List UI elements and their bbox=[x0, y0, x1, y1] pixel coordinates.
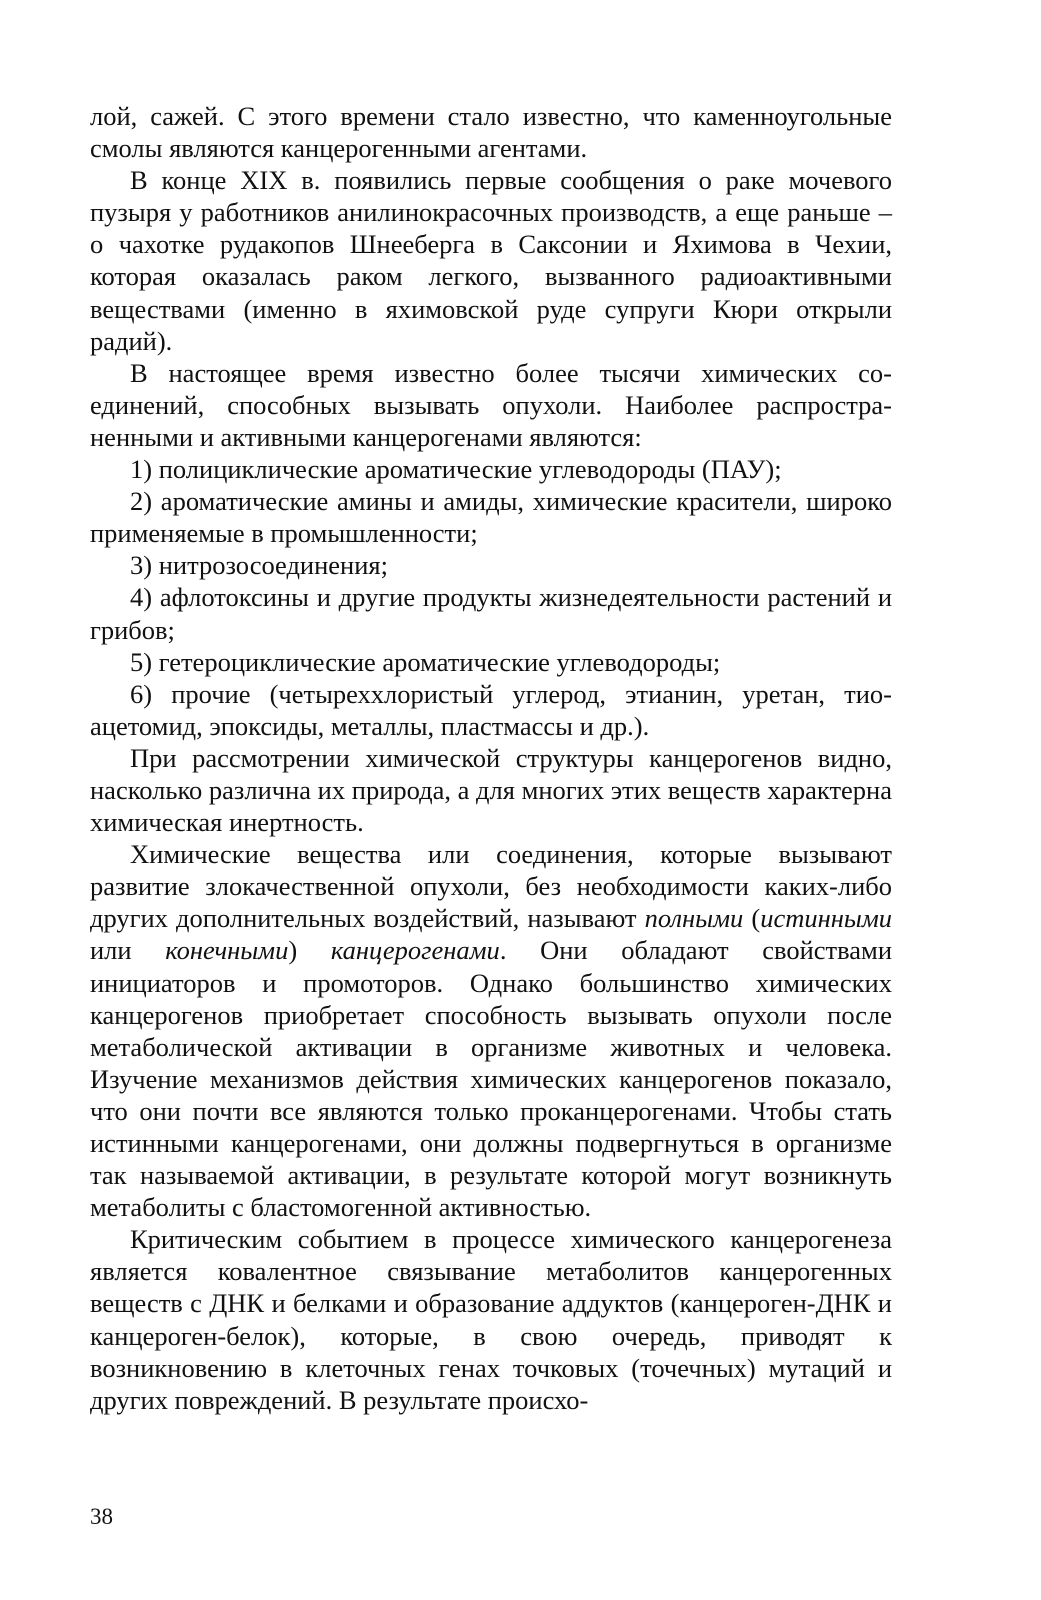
paragraph-history: В конце XIX в. появились первые сообщения о раке мочевого пузыря у работников анилинокрасочных производств, а еще раньше – о чахотке рудакопов Шнееберга в Саксонии и Яхимова в Чехии, которая оказалась раком легкого, вызванного радиоактивными веществами (именно в яхимовской руде супруги Кюри открыли радий). bbox=[90, 165, 892, 356]
list-item-4: 4) афлотоксины и другие продукты жизнедеятельности растений и грибов; bbox=[90, 582, 892, 645]
list-item-3: 3) нитрозосоединения; bbox=[130, 550, 388, 581]
paragraph-continuation: лой, сажей. С этого времени стало известно, что каменноугольные смолы являются канцерогенными агентами. bbox=[90, 101, 892, 164]
term-final: конечными bbox=[165, 935, 289, 966]
definitions-text-after: . Они обладают свойствами инициаторов и промоторов. Однако большинство химических канцерогенов приобретает способность вызывать опухоли после метаболической активации в организме животных и человека. Изучение механизмов действия химических канцерогенов показало, что они почти все являются только проканцерогенами. Чтобы стать истинными канцерогенами, они должны подвергнуться в организме так называемой активации, в результате которой могут возникнуть метаболиты с бластомогенной активностью. bbox=[90, 935, 893, 1223]
list-item-1: 1) полициклические ароматические углеводороды (ПАУ); bbox=[130, 454, 782, 485]
definitions-punct-3: ) bbox=[288, 935, 331, 966]
term-true: истинными bbox=[760, 903, 892, 934]
definitions-punct-2: или bbox=[90, 935, 166, 966]
paragraph-definitions bbox=[90, 838, 892, 1223]
definitions-text-before: Химические вещества или соединения, которые вызывают развитие злокачественной опухоли, без необходимости каких-либо других дополнительных воздействий, называют bbox=[90, 839, 892, 934]
paragraph-critical-event: Критическим событием в процессе химического канцерогенеза является ковалентное связывание метаболитов канцерогенных веществ с ДНК и белками и образование аддуктов (канцероген-ДНК и канцероген-белок), которые, в свою очередь, приводят к возникновению в клеточных генах точковых (точечных) мутаций и других повреждений. В результате происхо- bbox=[90, 1224, 892, 1415]
list-item-5: 5) гетероциклические ароматические углеводороды; bbox=[130, 646, 721, 677]
paragraph-structure: При рассмотрении химической структуры канцерогенов видно, насколько различна их природа, а для многих этих веществ характерна химическая инертность. bbox=[90, 742, 892, 838]
page-number: 38 bbox=[90, 1504, 113, 1529]
list-item-6: 6) прочие (четыреххлористый углерод, этианин, уретан, тиоацетомид, эпоксиды, металлы, пластмассы и др.). bbox=[90, 678, 892, 741]
list-item-2: 2) ароматические амины и амиды, химические красители, широко применяемые в промышленности; bbox=[90, 486, 892, 549]
term-full: полными bbox=[644, 903, 744, 934]
text-block bbox=[90, 100, 892, 1416]
definitions-punct-1: ( bbox=[743, 903, 761, 934]
term-carcinogens: канцерогенами bbox=[330, 935, 500, 966]
paragraph-intro-list: В настоящее время известно более тысячи химических соединений, способных вызывать опухоли. Наиболее распространенными и активными канцерогенами являются: bbox=[90, 357, 892, 452]
page-text-area bbox=[90, 100, 892, 1416]
